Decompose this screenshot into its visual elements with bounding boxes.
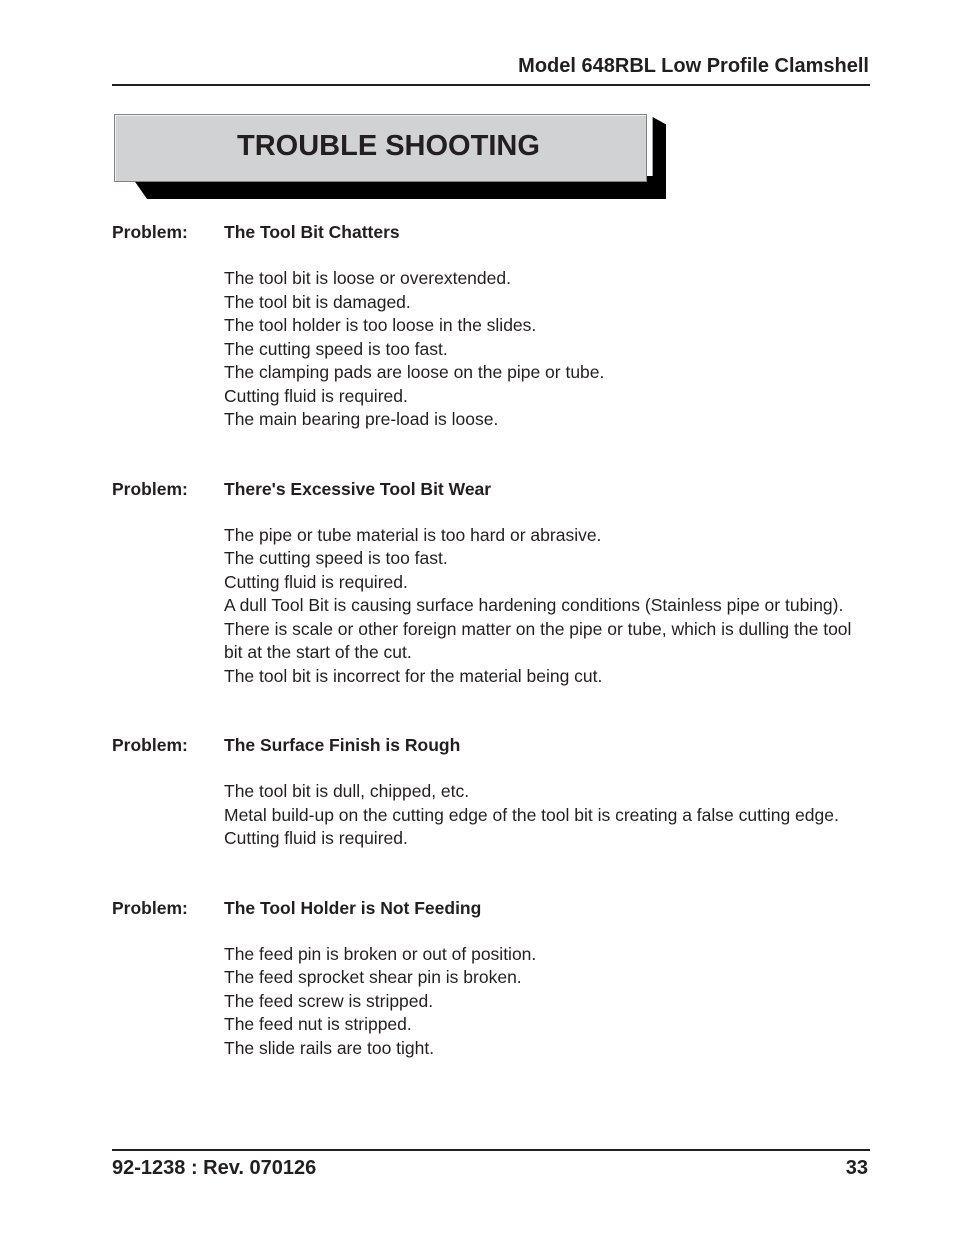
cause-item: The cutting speed is too fast.: [224, 548, 448, 568]
cause-item: The feed pin is broken or out of position.: [224, 943, 537, 964]
problem-block: [112, 478, 872, 689]
cause-list: [224, 524, 869, 689]
problem-title: The Tool Bit Chatters: [224, 222, 400, 242]
cause-item: The tool holder is too loose in the slides.: [224, 315, 537, 335]
cause-item: The clamping pads are loose on the pipe or tube.: [224, 362, 605, 382]
cause-list: [224, 943, 869, 1061]
problem-header: [112, 221, 872, 243]
problem-header: [112, 478, 872, 500]
document-number: 92-1238 : Rev. 070126: [112, 1157, 317, 1179]
cause-item: The pipe or tube material is too hard or abrasive.: [224, 524, 602, 545]
problem-label: Problem:: [112, 735, 188, 755]
header-divider: [112, 84, 870, 86]
problem-label: Problem:: [112, 897, 188, 918]
problem-block: [112, 897, 872, 1061]
cause-item: Cutting fluid is required.: [224, 385, 408, 406]
cause-item: Metal build-up on the cutting edge of the tool bit is creating a false cutting edge.: [224, 804, 839, 825]
cause-item: The tool bit is loose or overextended.: [224, 268, 511, 288]
cause-item: The feed nut is stripped.: [224, 1014, 412, 1034]
problem-label: Problem:: [112, 222, 188, 242]
cause-item: The feed screw is stripped.: [224, 990, 434, 1011]
problem-block: [112, 221, 872, 432]
cause-item: Cutting fluid is required.: [224, 828, 408, 848]
problem-header: [112, 897, 872, 919]
cause-list: [224, 780, 869, 851]
cause-item: The slide rails are too tight.: [224, 1037, 435, 1058]
problem-header: [112, 734, 872, 756]
problem-list: [112, 221, 872, 1060]
problem-block: [112, 734, 872, 851]
cause-item: The feed sprocket shear pin is broken.: [224, 967, 522, 987]
cause-item: The tool bit is incorrect for the material being cut.: [224, 665, 603, 686]
section-title: TROUBLE SHOOTING: [237, 130, 540, 162]
problem-title: There's Excessive Tool Bit Wear: [224, 478, 492, 499]
cause-list: [224, 267, 869, 432]
problem-label: Problem:: [112, 478, 188, 499]
footer-divider: [112, 1149, 870, 1151]
cause-item: The main bearing pre-load is loose.: [224, 409, 499, 429]
cause-item: The cutting speed is too fast.: [224, 338, 448, 359]
cause-item: There is scale or other foreign matter on the pipe or tube, which is dulling the tool bit at the start of the cut.: [224, 618, 852, 662]
section-banner: [114, 114, 647, 182]
cause-item: Cutting fluid is required.: [224, 571, 408, 592]
problem-title: The Surface Finish is Rough: [224, 735, 461, 755]
document-header-title: Model 648RBL Low Profile Clamshell: [518, 55, 869, 77]
cause-item: The tool bit is dull, chipped, etc.: [224, 781, 470, 801]
problem-title: The Tool Holder is Not Feeding: [224, 897, 482, 918]
page-number: 33: [845, 1157, 868, 1179]
cause-item: The tool bit is damaged.: [224, 291, 411, 312]
cause-item: A dull Tool Bit is causing surface hardening conditions (Stainless pipe or tubing).: [224, 595, 844, 615]
